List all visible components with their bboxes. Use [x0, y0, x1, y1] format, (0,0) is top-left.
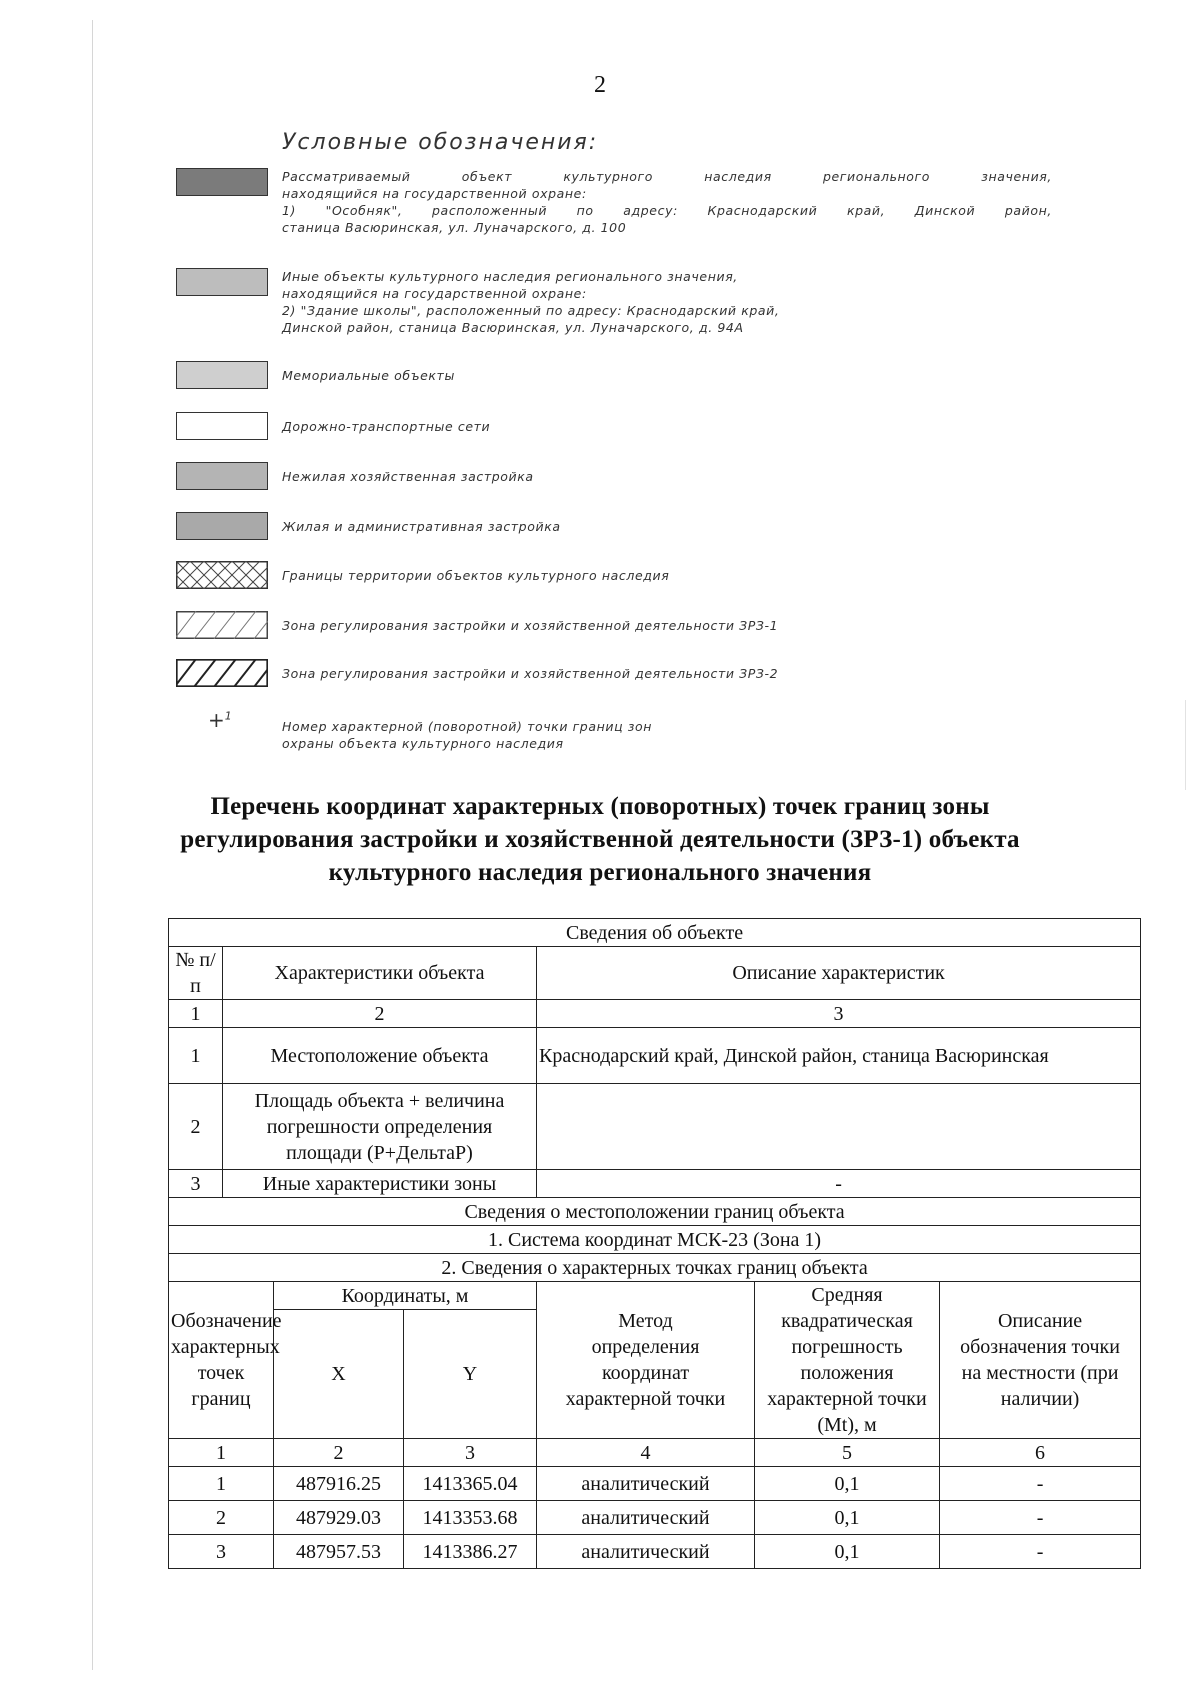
- column-header: Средняя квадратическая погрешность положения характерной точки (Mt), м: [755, 1282, 940, 1439]
- points-header: 2. Сведения о характерных точках границ объекта: [169, 1254, 1141, 1282]
- table-row: 2 Площадь объекта + величина погрешности определения площади (P+ДельтаP): [169, 1084, 1141, 1170]
- crosshatch-swatch: [176, 561, 268, 589]
- legend-item-text: Границы территории объектов культурного наследия: [282, 568, 670, 583]
- column-number: 3: [537, 1000, 1141, 1028]
- column-header: Координаты, м: [274, 1282, 537, 1310]
- legend-item-text: Рассматриваемый объект культурного наследия регионального значения, находящийся на государственной охране: 1) "Особняк", расположенный по адресу: Краснодарский край, Динской район, станица Васюринская, ул. Луначарского, д. 100: [282, 169, 1052, 235]
- page-margin-line: [92, 20, 93, 1670]
- legend-item-text: Номер характерной (поворотной) точки границ зон охраны объекта культурного наследия: [282, 719, 653, 751]
- legend-item-text: Дорожно-транспортные сети: [282, 419, 491, 434]
- light-fill-swatch: [176, 361, 268, 389]
- page-number: 2: [594, 72, 606, 98]
- column-number: 1: [169, 1439, 274, 1467]
- page-edge-mark: [1185, 700, 1186, 790]
- legend-item-text: Зона регулирования застройки и хозяйственной деятельности ЗРЗ-1: [282, 618, 779, 633]
- coordinate-system: 1. Система координат МСК-23 (Зона 1): [169, 1226, 1141, 1254]
- coordinates-table: [168, 918, 1141, 1569]
- column-header: Описание характеристик: [537, 947, 1141, 1000]
- column-number: 3: [404, 1439, 537, 1467]
- column-number: 2: [274, 1439, 404, 1467]
- table-row: 1 487916.25 1413365.04 аналитический 0,1 -: [169, 1467, 1141, 1501]
- column-header: Y: [404, 1310, 537, 1439]
- column-header: X: [274, 1310, 404, 1439]
- table-row: 2 487929.03 1413353.68 аналитический 0,1 -: [169, 1501, 1141, 1535]
- bold-hatch-swatch: [176, 659, 268, 687]
- legend-item-text: Зона регулирования застройки и хозяйственной деятельности ЗРЗ-2: [282, 666, 779, 681]
- column-number: 2: [223, 1000, 537, 1028]
- white-fill-swatch: [176, 412, 268, 440]
- column-number: 6: [940, 1439, 1141, 1467]
- table-row: 1 Местоположение объекта Краснодарский край, Динской район, станица Васюринская: [169, 1028, 1141, 1084]
- column-number: 1: [169, 1000, 223, 1028]
- legend-item-text: Мемориальные объекты: [282, 368, 455, 383]
- legend-item-text: Жилая и административная застройка: [282, 519, 561, 534]
- column-number: 4: [537, 1439, 755, 1467]
- medium-fill-swatch: [176, 268, 268, 296]
- legend-item-text: Иные объекты культурного наследия регионального значения, находящийся на государственной охране: 2) "Здание школы", расположенный по адресу: Краснодарский край, Динской район, станица Васюринская, ул. Луначарского, д. 94А: [282, 269, 780, 335]
- plus-point-marker-icon: +$^1$: [208, 708, 232, 732]
- table-row: 3 Иные характеристики зоны -: [169, 1170, 1141, 1198]
- section-header: Сведения об объекте: [169, 919, 1141, 947]
- dark-fill-swatch: [176, 168, 268, 196]
- document-title: Перечень координат характерных (поворотных) точек границ зоны регулирования застройки и хозяйственной деятельности (ЗРЗ-1) объекта культурного наследия регионального значения: [180, 793, 1020, 886]
- gray-fill-swatch: [176, 462, 268, 490]
- column-header: Характеристики объекта: [223, 947, 537, 1000]
- light-hatch-swatch: [176, 611, 268, 639]
- table-row: 3 487957.53 1413386.27 аналитический 0,1 -: [169, 1535, 1141, 1569]
- column-header: Метод определения координат характерной точки: [537, 1282, 755, 1439]
- column-number: 5: [755, 1439, 940, 1467]
- column-header: № п/п: [169, 947, 223, 1000]
- column-header: Обозначение характерных точек границ: [169, 1282, 274, 1439]
- gray-dotted-swatch: [176, 512, 268, 540]
- section-header: Сведения о местоположении границ объекта: [169, 1198, 1141, 1226]
- legend-item-text: Нежилая хозяйственная застройка: [282, 469, 534, 484]
- legend-title: Условные обозначения:: [282, 130, 599, 155]
- column-header: Описание обозначения точки на местности (при наличии): [940, 1282, 1141, 1439]
